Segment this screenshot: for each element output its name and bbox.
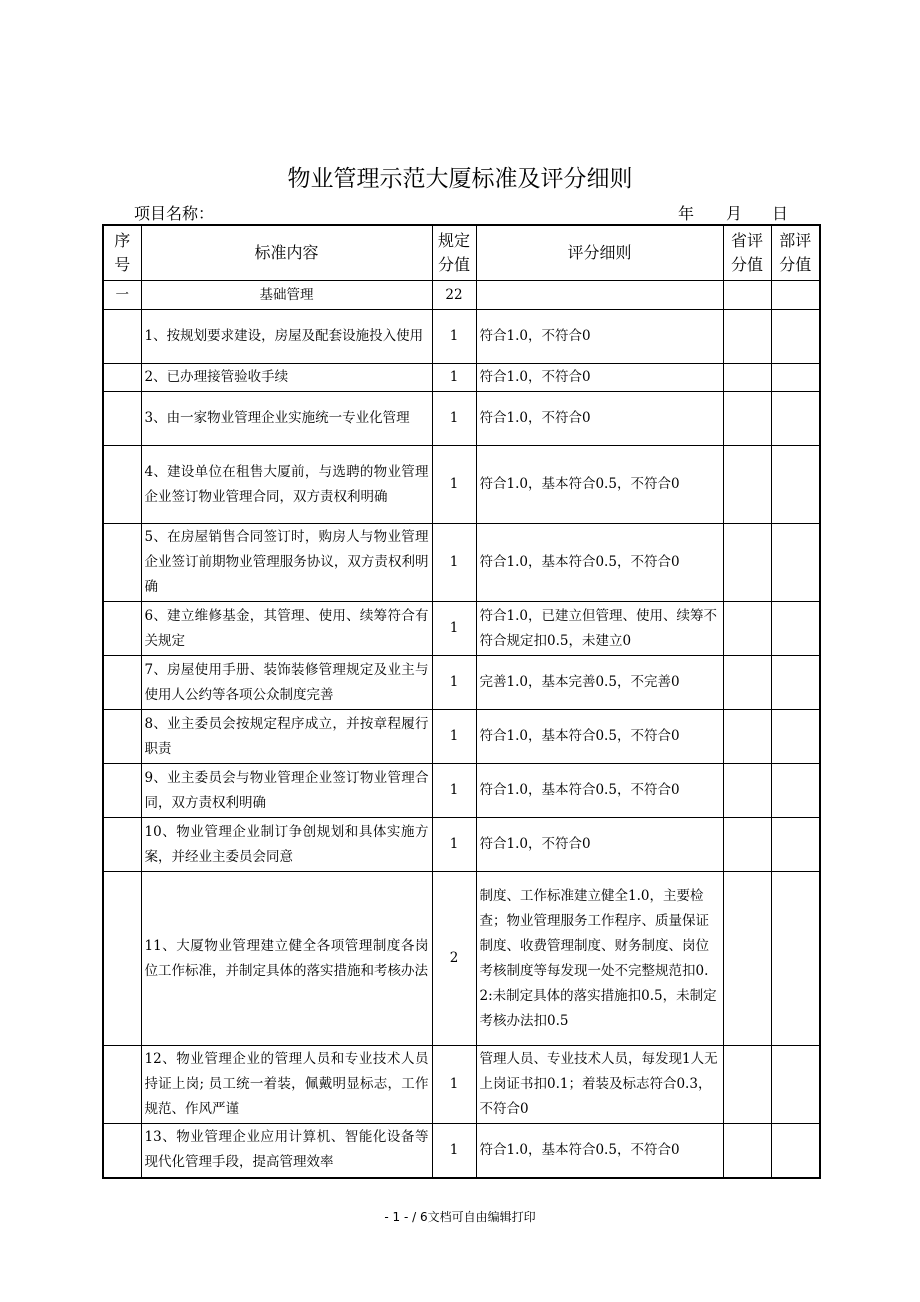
cell-content: 1、按规划要求建设，房屋及配套设施投入使用 <box>141 310 432 364</box>
scoring-table <box>102 224 821 1179</box>
cell-no <box>103 1124 141 1178</box>
table-row <box>103 764 820 818</box>
cell-ministry <box>771 764 820 818</box>
table-row <box>103 1124 820 1178</box>
cell-provincial <box>723 764 771 818</box>
header-score: 规定 分值 <box>432 225 476 281</box>
cell-content: 13、物业管理企业应用计算机、智能化设备等现代化管理手段，提高管理效率 <box>141 1124 432 1178</box>
cell-ministry <box>771 1124 820 1178</box>
cell-no <box>103 392 141 446</box>
cell-score: 1 <box>432 710 476 764</box>
cell-provincial <box>723 656 771 710</box>
cell-detail: 符合1.0，基本符合0.5，不符合0 <box>476 524 723 602</box>
cell-content: 7、房屋使用手册、装饰装修管理规定及业主与使用人公约等各项公众制度完善 <box>141 656 432 710</box>
cell-ministry <box>771 446 820 524</box>
cell-ministry <box>771 392 820 446</box>
cell-provincial <box>723 710 771 764</box>
header-detail: 评分细则 <box>476 225 723 281</box>
cell-detail: 符合1.0，不符合0 <box>476 364 723 392</box>
cell-no <box>103 364 141 392</box>
cell-content: 2、已办理接管验收手续 <box>141 364 432 392</box>
cell-ministry <box>771 364 820 392</box>
date-year: 年 <box>678 204 695 223</box>
cell-provincial <box>723 818 771 872</box>
header-provincial-score: 省评 分值 <box>723 225 771 281</box>
cell-score: 1 <box>432 656 476 710</box>
cell-content: 基础管理 <box>141 281 432 310</box>
table-row <box>103 818 820 872</box>
table-row <box>103 1046 820 1124</box>
cell-score: 1 <box>432 310 476 364</box>
cell-ministry <box>771 872 820 1046</box>
cell-score: 22 <box>432 281 476 310</box>
table-row <box>103 310 820 364</box>
cell-provincial <box>723 1046 771 1124</box>
cell-detail: 符合1.0，基本符合0.5，不符合0 <box>476 1124 723 1178</box>
cell-ministry <box>771 310 820 364</box>
cell-score: 1 <box>432 392 476 446</box>
cell-detail: 符合1.0，不符合0 <box>476 392 723 446</box>
table-row <box>103 524 820 602</box>
cell-content: 9、业主委员会与物业管理企业签订物业管理合同，双方责权利明确 <box>141 764 432 818</box>
cell-detail: 完善1.0，基本完善0.5，不完善0 <box>476 656 723 710</box>
cell-no <box>103 524 141 602</box>
table-row <box>103 392 820 446</box>
cell-ministry <box>771 602 820 656</box>
cell-score: 1 <box>432 1124 476 1178</box>
cell-no <box>103 872 141 1046</box>
cell-content: 4、建设单位在租售大厦前，与选聘的物业管理企业签订物业管理合同，双方责权利明确 <box>141 446 432 524</box>
cell-content: 5、在房屋销售合同签订时，购房人与物业管理企业签订前期物业管理服务协议，双方责权利明确 <box>141 524 432 602</box>
cell-score: 1 <box>432 524 476 602</box>
page-footer: - 1 - / 6文档可自由编辑打印 <box>384 1210 536 1224</box>
cell-ministry <box>771 710 820 764</box>
table-row <box>103 281 820 310</box>
cell-ministry <box>771 818 820 872</box>
cell-ministry <box>771 524 820 602</box>
cell-score: 1 <box>432 446 476 524</box>
cell-content: 8、业主委员会按规定程序成立，并按章程履行职责 <box>141 710 432 764</box>
cell-provincial <box>723 602 771 656</box>
cell-score: 1 <box>432 818 476 872</box>
cell-detail: 制度、工作标准建立健全1.0，主要检查；物业管理服务工作程序、质量保证制度、收费管理制度、财务制度、岗位考核制度等每发现一处不完整规范扣0.2:未制定具体的落实措施扣0.5，未制定考核办法扣0.5 <box>476 872 723 1046</box>
header-ministry-score: 部评 分值 <box>771 225 820 281</box>
date-day: 日 <box>772 204 789 223</box>
cell-no <box>103 764 141 818</box>
cell-score: 1 <box>432 1046 476 1124</box>
cell-score: 1 <box>432 364 476 392</box>
cell-no <box>103 656 141 710</box>
cell-no <box>103 446 141 524</box>
cell-detail <box>476 281 723 310</box>
header-no: 序 号 <box>103 225 141 281</box>
table-row <box>103 446 820 524</box>
cell-provincial <box>723 392 771 446</box>
cell-provincial <box>723 281 771 310</box>
cell-detail: 符合1.0，基本符合0.5，不符合0 <box>476 710 723 764</box>
cell-detail: 符合1.0，基本符合0.5，不符合0 <box>476 764 723 818</box>
table-row <box>103 872 820 1046</box>
cell-detail: 符合1.0，不符合0 <box>476 818 723 872</box>
cell-no <box>103 710 141 764</box>
header-content: 标准内容 <box>141 225 432 281</box>
cell-content: 10、物业管理企业制订争创规划和具体实施方案，并经业主委员会同意 <box>141 818 432 872</box>
cell-ministry <box>771 281 820 310</box>
cell-detail: 管理人员、专业技术人员，每发现1人无上岗证书扣0.1；着装及标志符合0.3，不符合0 <box>476 1046 723 1124</box>
cell-no <box>103 310 141 364</box>
cell-no <box>103 602 141 656</box>
cell-no <box>103 1046 141 1124</box>
cell-provincial <box>723 524 771 602</box>
cell-detail: 符合1.0，基本符合0.5，不符合0 <box>476 446 723 524</box>
cell-provincial <box>723 1124 771 1178</box>
cell-provincial <box>723 872 771 1046</box>
cell-score: 1 <box>432 764 476 818</box>
document-title: 物业管理示范大厦标准及评分细则 <box>287 166 633 192</box>
cell-no <box>103 818 141 872</box>
cell-provincial <box>723 446 771 524</box>
project-name-label: 项目名称： <box>134 204 215 223</box>
cell-content: 12、物业管理企业的管理人员和专业技术人员持证上岗; 员工统一着装，佩戴明显标志，工作规范、作风严谨 <box>141 1046 432 1124</box>
cell-score: 1 <box>432 602 476 656</box>
cell-provincial <box>723 310 771 364</box>
cell-detail: 符合1.0，不符合0 <box>476 310 723 364</box>
cell-detail: 符合1.0，已建立但管理、使用、续筹不符合规定扣0.5，未建立0 <box>476 602 723 656</box>
cell-content: 3、由一家物业管理企业实施统一专业化管理 <box>141 392 432 446</box>
cell-content: 6、建立维修基金，其管理、使用、续筹符合有关规定 <box>141 602 432 656</box>
table-row <box>103 656 820 710</box>
cell-ministry <box>771 1046 820 1124</box>
cell-content: 11、大厦物业管理建立健全各项管理制度各岗位工作标准，并制定具体的落实措施和考核办法 <box>141 872 432 1046</box>
date-line <box>678 201 788 224</box>
cell-score: 2 <box>432 872 476 1046</box>
date-month: 月 <box>726 204 743 223</box>
table-row <box>103 602 820 656</box>
table-row <box>103 710 820 764</box>
table-row <box>103 364 820 392</box>
table-header-row <box>103 225 820 281</box>
cell-ministry <box>771 656 820 710</box>
cell-provincial <box>723 364 771 392</box>
cell-no: 一 <box>103 281 141 310</box>
